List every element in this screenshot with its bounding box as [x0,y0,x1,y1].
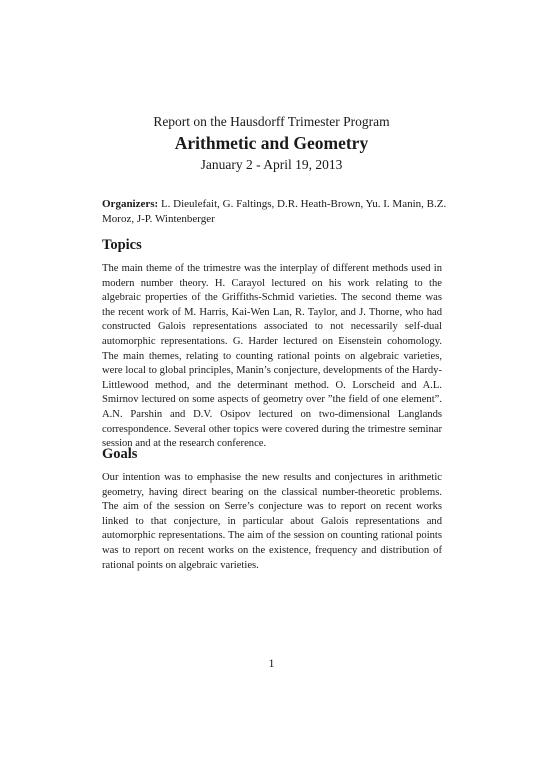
program-dates: January 2 - April 19, 2013 [200,157,343,172]
goals-heading: Goals [102,446,138,462]
report-title: Arithmetic and Geometry [174,133,369,153]
topics-heading: Topics [102,237,142,253]
organizers-names: L. Dieulefait, G. Faltings, D.R. Heath-Brown, Yu. I. Manin, B.Z. Moroz, J-P. Wintenberger [102,198,447,225]
topics-paragraph: The main theme of the trimestre was the interplay of different methods used in modern number theory. H. Carayol lectured on his work relating to the algebraic properties of the Griffiths-Schmid varieties. The second theme was the recent work of M. Harris, Kai-Wen Lan, R. Taylor, and J. Thorne, who had constructed Galois representations associated to not necessarily self-dual automorphic representations. G. Harder lectured on Eisenstein cohomology. The main themes, relating to counting rational points on algebraic varieties, were local to global principles, Manin’s conjecture, developments of the Hardy-Littlewood method, and the determinant method. O. Lorscheid and A.L. Smirnov lectured on some aspects of geometry over ”the field of one element”. A.N. Parshin and D.V. Osipov lectured on two-dimensional Langlands correspondence. Several other topics were covered during the trimestre seminar session and at the research conference. [102,263,442,450]
organizers-label: Organizers: [102,198,159,210]
page-number: 1 [268,656,275,670]
report-subtitle: Report on the Hausdorff Trimester Program [153,114,390,129]
goals-paragraph: Our intention was to emphasise the new results and conjectures in arithmetic geometry, having direct bearing on the classical number-theoretic problems. The aim of the session on Serre’s conjecture was to report on recent works linked to that conjecture, in particular about Galois representations and automorphic representations. The aim of the session on counting rational points was to report on recent works on the existence, frequency and distribution of rational points on algebraic varieties. [102,472,442,571]
organizers-block [102,197,462,227]
